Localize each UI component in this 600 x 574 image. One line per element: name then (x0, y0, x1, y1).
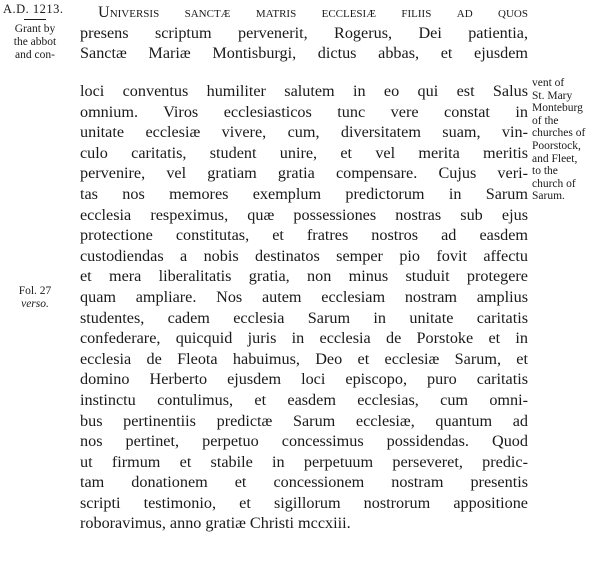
margin-note-line: to the (532, 165, 558, 178)
text-line: omnium. Viros ecclesiasticos tunc vere constat in (80, 102, 528, 121)
text-line: unitate ecclesiæ vivere, cum, diversitatem suam, vin- (80, 123, 528, 142)
text-line: bus pertinentiis predictæ Sarum ecclesiæ, quantum ad (80, 411, 528, 430)
text-line: tam donationem et concessionem nostram presentis (80, 473, 528, 492)
text-line: domino Herberto ejusdem loci episcopo, puro caritatis (80, 370, 528, 389)
text-line: culo caritatis, student unire, et vel merita meritis (80, 143, 528, 162)
text-line: scripti testimonio, et sigillorum nostrorum appositione (80, 493, 528, 512)
text-line: roboravimus, anno gratiæ Christi mccxiii. (80, 514, 351, 533)
text-line: Universis sanctæ matris ecclesiæ filiis ad quos (98, 3, 528, 21)
text-line: custodiendas a nobis destinatos semper pio fovit affectu (80, 246, 528, 265)
margin-note-line: churches of (532, 127, 586, 140)
folio-number: Fol. 27 (18, 285, 52, 297)
margin-note-continued (532, 77, 600, 203)
margin-rule (24, 19, 46, 20)
margin-note-line: Poorstock, (532, 139, 581, 152)
margin-note-line: and con- (15, 49, 55, 61)
folio-side: verso. (21, 298, 49, 310)
text-line: ecclesia de Fleota habuimus, Deo et ecclesiæ Sarum, et (80, 349, 528, 368)
margin-date: A.D. 1213. (3, 2, 64, 16)
margin-note-line: Sarum. (532, 190, 565, 203)
margin-note-line: St. Mary (532, 89, 573, 102)
text-line: loci conventus humiliter salutem in eo qui est Salus (80, 82, 528, 100)
text-line: quam ampliare. Nos autem ecclesiam nostram amplius (80, 287, 528, 306)
text-line: studentes, cadem ecclesia Sarum in unitate caritatis (80, 308, 528, 327)
text-line: et mera liberalitatis gratia, non minus studuit protegere (80, 267, 528, 286)
margin-note-line: Monteburg (532, 102, 583, 115)
margin-note-line: the abbot (13, 36, 57, 48)
text-line: ecclesia respeximus, quæ possessiones nostras sub ejus (80, 205, 528, 224)
text-line: protectione constitutas, et fratres nostros ad easdem (80, 226, 528, 245)
text-line: tas nos memores exemplum predictorum in Sarum (80, 184, 528, 203)
text-line: confederare, quicquid juris in ecclesia de Porstoke et in (80, 329, 528, 348)
margin-note-line: of the (532, 114, 559, 127)
charter-body (80, 81, 528, 534)
margin-note-line: and Fleet, (532, 152, 578, 165)
text-line: presens scriptum pervenerit, Rogerus, Dei patientia, (80, 23, 528, 42)
margin-folio-reference (2, 285, 68, 311)
text-line: nos pertinet, perpetuo concessimus possidendas. Quod (80, 432, 528, 451)
text-line: instinctu contulimus, et easdem ecclesias, cum omni- (80, 390, 528, 409)
charter-opening (80, 2, 528, 64)
text-line: ut firmum et stabile in perpetuum perseveret, predic- (80, 452, 528, 471)
margin-note-grant (2, 19, 68, 62)
text-line: Sanctæ Mariæ Montisburgi, dictus abbas, et ejusdem (80, 44, 528, 63)
margin-note-line: vent of (532, 77, 565, 89)
margin-note-line: Grant by (14, 23, 56, 35)
text-line: pervenire, vel gratiam gratia compensare. Cujus veri- (80, 164, 528, 183)
margin-note-line: church of (532, 177, 576, 190)
